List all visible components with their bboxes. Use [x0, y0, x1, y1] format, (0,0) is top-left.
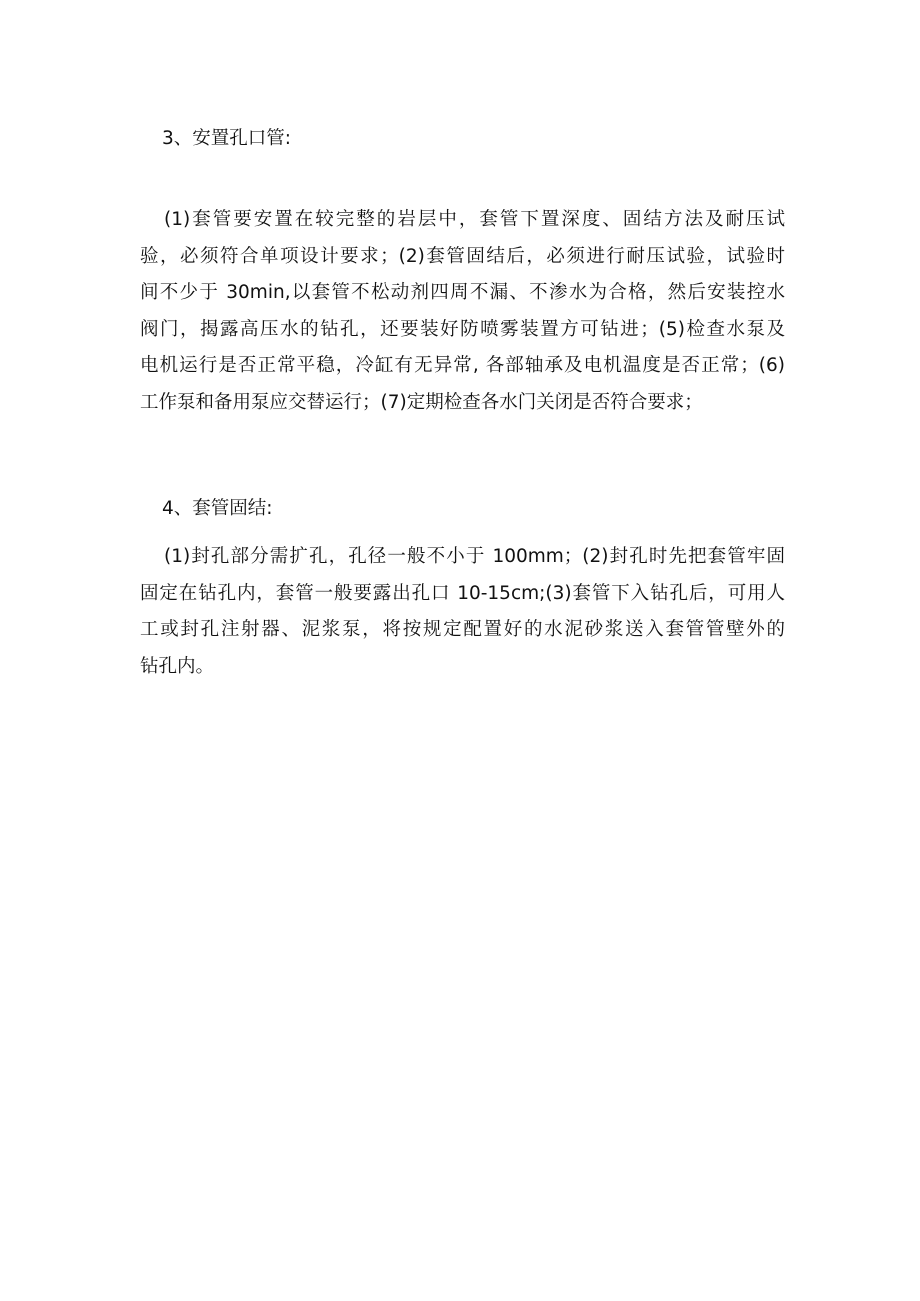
- paragraph-line: 工作泵和备用泵应交替运行；(7)定期检查各水门关闭是否符合要求；: [140, 391, 703, 413]
- paragraph-line: 钻孔内。: [140, 655, 215, 677]
- paragraph-line: 阀门，揭露高压水的钻孔，还要装好防喷雾装置方可钻进；(5)检查水泵及: [140, 318, 785, 340]
- paragraph-line: 验，必须符合单项设计要求；(2)套管固结后，必须进行耐压试验，试验时: [140, 245, 785, 267]
- section-3-heading: 3、安置孔口管:: [162, 128, 292, 149]
- paragraph-line: 工或封孔注射器、泥浆泵，将按规定配置好的水泥砂浆送入套管管壁外的: [140, 619, 785, 640]
- paragraph-line: (1)套管要安置在较完整的岩层中，套管下置深度、固结方法及耐压试: [164, 209, 785, 230]
- section-4-paragraph: [140, 539, 785, 685]
- paragraph-line: 电机运行是否正常平稳，冷缸有无异常, 各部轴承及电机温度是否正常；(6): [140, 355, 785, 376]
- section-4-heading: 4、套管固结:: [162, 498, 273, 519]
- paragraph-line: 固定在钻孔内，套管一般要露出孔口 10-15cm;(3)套管下入钻孔后，可用人: [140, 582, 785, 604]
- paragraph-line: 间不少于 30min,以套管不松动剂四周不漏、不渗水为合格，然后安装控水: [140, 282, 785, 303]
- section-3-paragraph: [140, 202, 785, 421]
- paragraph-line: (1)封孔部分需扩孔，孔径一般不小于 100mm；(2)封孔时先把套管牢固: [164, 546, 785, 567]
